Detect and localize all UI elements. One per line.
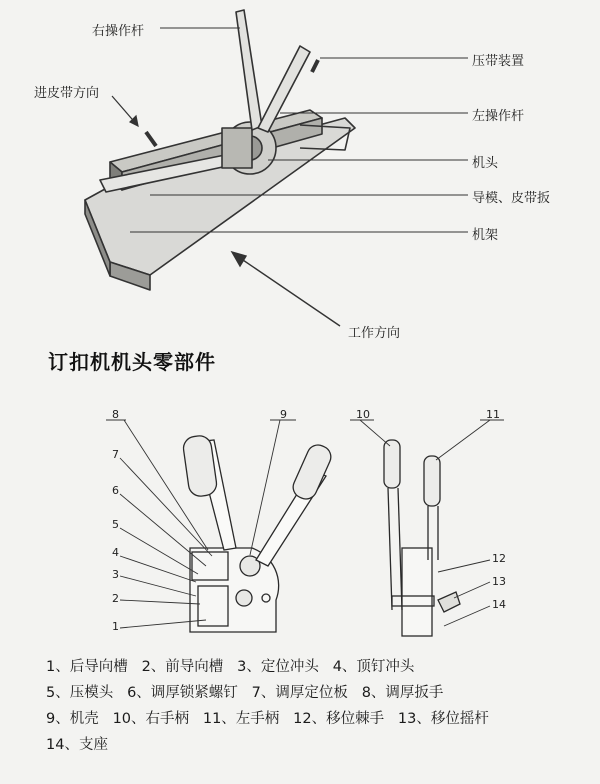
label-belt-press: 压带装置 <box>472 54 525 69</box>
legend-item: 14、支座 <box>46 737 108 753</box>
part-number-2: 2 <box>112 592 119 605</box>
section-title: 订扣机机头零部件 <box>48 350 216 374</box>
label-right-handle: 右操作杆 <box>92 24 145 39</box>
legend-item: 8、调厚扳手 <box>361 685 444 701</box>
legend-item: 7、调厚定位板 <box>251 685 348 701</box>
part-number-5: 5 <box>112 518 119 531</box>
part-number-3: 3 <box>112 568 119 581</box>
label-head: 机头 <box>472 156 499 171</box>
label-frame: 机架 <box>472 228 499 243</box>
part-number-8: 8 <box>112 408 119 421</box>
legend-item: 1、后导向槽 <box>46 659 128 675</box>
label-belt-feed-direction: 进皮带方向 <box>34 86 100 101</box>
label-left-handle: 左操作杆 <box>472 109 525 124</box>
part-number-13: 13 <box>492 575 506 588</box>
legend-item: 12、移位棘手 <box>293 711 385 727</box>
part-number-4: 4 <box>112 546 119 559</box>
part-number-10: 10 <box>356 408 370 421</box>
part-number-1: 1 <box>112 620 119 633</box>
part-number-7: 7 <box>112 448 119 461</box>
part-number-14: 14 <box>492 598 506 611</box>
label-work-direction: 工作方向 <box>348 326 401 341</box>
legend-item: 5、压模头 <box>46 685 114 701</box>
legend-item: 9、机壳 <box>46 711 99 727</box>
legend-item: 6、调厚锁紧螺钉 <box>127 685 238 701</box>
legend-item: 13、移位摇杆 <box>397 711 489 727</box>
part-number-9: 9 <box>280 408 287 421</box>
legend-item: 11、左手柄 <box>202 711 280 727</box>
part-number-12: 12 <box>492 552 506 565</box>
label-guide: 导模、皮带扳 <box>472 191 551 206</box>
parts-legend <box>46 654 586 758</box>
legend-item: 10、右手柄 <box>112 711 190 727</box>
part-number-6: 6 <box>112 484 119 497</box>
legend-item: 2、前导向槽 <box>141 659 224 675</box>
part-number-11: 11 <box>486 408 500 421</box>
legend-item: 3、定位冲头 <box>237 659 319 675</box>
legend-item: 4、顶钉冲头 <box>332 659 415 675</box>
